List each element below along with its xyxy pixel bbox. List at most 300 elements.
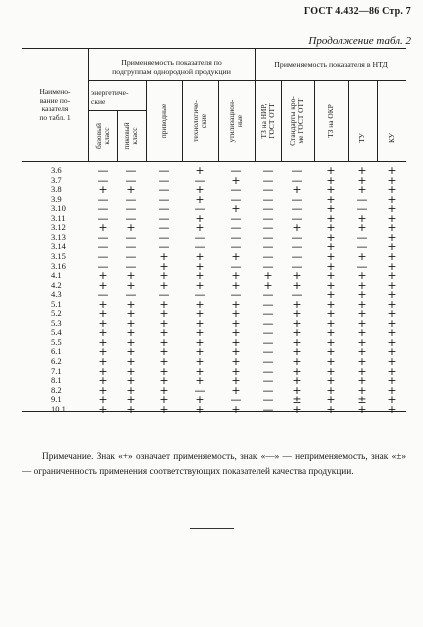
table-cell: +: [126, 221, 136, 235]
table-cell: +: [326, 402, 336, 416]
table-cell: —: [158, 164, 170, 177]
table-cell: +: [387, 249, 397, 263]
table-cell: +: [292, 345, 302, 359]
table-cell: +: [357, 316, 367, 330]
page-header: ГОСТ 4.432—86 Стр. 7: [303, 6, 411, 17]
row-label: 5.3: [51, 317, 62, 328]
table-cell: —: [262, 183, 274, 197]
table-cell: +: [387, 183, 397, 197]
table-cell: +: [326, 307, 336, 321]
table-cell: +: [231, 345, 241, 359]
table-cell: —: [262, 259, 274, 273]
table-cell: +: [126, 307, 136, 321]
table-cell: +: [387, 278, 397, 292]
table-cell: —: [97, 230, 109, 244]
table-cell: —: [97, 192, 109, 206]
table-cell: +: [357, 211, 367, 225]
table-cell: +: [231, 383, 241, 397]
table-cell: +: [326, 183, 336, 197]
row-label: 3.14: [51, 241, 66, 252]
table-cell: +: [98, 183, 108, 197]
table-cell: —: [194, 173, 206, 187]
table-cell: +: [98, 383, 108, 397]
table-cell: +: [387, 297, 397, 311]
table-cell: +: [195, 374, 205, 388]
note-paragraph: Примечание. Знак «+» означает применяемость, знак «—» — неприменяемость, знак «±» — ограниченность применения соответствующих показателей качества продукции.: [22, 452, 406, 477]
col-header-tech: технологиче- ские: [191, 100, 208, 142]
table-cell: +: [326, 211, 336, 225]
table-continuation-label: Продолжение табл. 2: [308, 35, 411, 47]
table-cell: +: [231, 249, 241, 263]
col-header-util: утилизацион- ные: [227, 99, 244, 143]
table-cell: +: [159, 269, 169, 283]
table-cell: —: [194, 383, 206, 397]
table-cell: —: [194, 288, 206, 302]
table-cell: +: [357, 183, 367, 197]
table-cell: —: [262, 393, 274, 407]
table-cell: —: [262, 192, 274, 206]
table-cell: —: [97, 240, 109, 254]
table-cell: +: [357, 221, 367, 235]
table-cell: —: [158, 288, 170, 302]
table-cell: +: [98, 345, 108, 359]
table-cell: —: [291, 192, 303, 206]
table-cell: +: [195, 335, 205, 349]
table-cell: +: [326, 240, 336, 254]
table-cell: ±: [357, 393, 367, 407]
table-cell: +: [357, 173, 367, 187]
table-cell: +: [357, 307, 367, 321]
table-cell: +: [126, 364, 136, 378]
row-label: 5.1: [51, 298, 62, 309]
table-cell: —: [125, 192, 137, 206]
table-cell: +: [98, 297, 108, 311]
table-cell: +: [231, 374, 241, 388]
table-cell: —: [230, 259, 242, 273]
row-label: 5.4: [51, 327, 62, 338]
col-divider: [348, 80, 349, 161]
row-label: 7.1: [51, 365, 62, 376]
table-cell: —: [262, 288, 274, 302]
table-cell: —: [262, 364, 274, 378]
table-cell: +: [98, 364, 108, 378]
table-cell: +: [357, 278, 367, 292]
row-label: 6.2: [51, 356, 62, 366]
table-cell: +: [292, 221, 302, 235]
row-label: 9.1: [51, 394, 62, 405]
table-cell: +: [387, 202, 397, 216]
stub-header: Наимено- вание по- казателя по табл. 1: [39, 87, 71, 122]
table-cell: +: [126, 316, 136, 330]
table-cell: —: [230, 240, 242, 254]
table-cell: —: [125, 211, 137, 225]
table-cell: +: [231, 402, 241, 416]
table-cell: —: [97, 259, 109, 273]
table-cell: +: [195, 364, 205, 378]
group1-header: Применяемость показателя по подгруппам однородной продукции: [112, 58, 231, 76]
table-cell: +: [231, 278, 241, 292]
table-cell: +: [263, 278, 273, 292]
table-cell: —: [262, 202, 274, 216]
table-cell: +: [326, 202, 336, 216]
group-divider: [255, 48, 256, 161]
table-cell: —: [356, 192, 368, 206]
table-cell: —: [230, 192, 242, 206]
table-cell: —: [291, 288, 303, 302]
table-cell: —: [97, 249, 109, 263]
table-cell: —: [97, 288, 109, 302]
table-cell: —: [230, 183, 242, 197]
table-cell: +: [98, 316, 108, 330]
col-header-standards: Стандарты кро- ме ГОСТ ОТТ: [288, 96, 305, 146]
table-cell: +: [126, 383, 136, 397]
table-cell: —: [230, 230, 242, 244]
header-bottom-rule: [22, 161, 406, 162]
table-cell: +: [126, 345, 136, 359]
col-divider: [314, 80, 315, 161]
table-cell: +: [159, 355, 169, 368]
table-cell: +: [357, 269, 367, 283]
row-label: 3.11: [51, 212, 66, 223]
table-cell: —: [158, 221, 170, 235]
table-cell: —: [262, 211, 274, 225]
separator-rule: [190, 528, 234, 529]
table-cell: +: [387, 355, 397, 368]
table-cell: +: [126, 402, 136, 416]
table-cell: +: [387, 316, 397, 330]
table-cell: +: [159, 345, 169, 359]
table-cell: —: [262, 230, 274, 244]
table-cell: +: [292, 374, 302, 388]
table-cell: +: [326, 335, 336, 349]
table-cell: +: [292, 297, 302, 311]
table-cell: +: [357, 249, 367, 263]
table-cell: +: [126, 326, 136, 340]
group1-subrule: [88, 80, 255, 81]
table-cell: +: [231, 316, 241, 330]
table-cell: +: [357, 164, 367, 177]
table-cell: +: [357, 374, 367, 388]
table-cell: —: [262, 326, 274, 340]
table-cell: +: [326, 259, 336, 273]
col-divider: [218, 80, 219, 161]
table-cell: +: [159, 297, 169, 311]
table-cell: —: [262, 249, 274, 263]
table-cell: +: [195, 355, 205, 368]
table-cell: +: [292, 364, 302, 378]
table-cell: —: [291, 173, 303, 187]
table-cell: +: [195, 183, 205, 197]
row-label: 3.15: [51, 250, 66, 261]
table-cell: +: [195, 192, 205, 206]
table-cell: —: [97, 164, 109, 177]
table-cell: —: [194, 230, 206, 244]
table-cell: +: [195, 316, 205, 330]
row-label: 3.13: [51, 231, 66, 242]
row-label: 3.12: [51, 222, 66, 233]
table-cell: +: [159, 307, 169, 321]
table-cell: —: [262, 335, 274, 349]
table-cell: —: [125, 288, 137, 302]
table-cell: +: [387, 364, 397, 378]
table-cell: —: [262, 173, 274, 187]
table-cell: +: [357, 288, 367, 302]
table-cell: +: [98, 402, 108, 416]
table-cell: +: [357, 402, 367, 416]
table-cell: +: [159, 249, 169, 263]
table-cell: —: [262, 164, 274, 177]
col-divider: [182, 80, 183, 161]
table-cell: —: [262, 355, 274, 368]
table-cell: —: [262, 383, 274, 397]
row-label: 3.8: [51, 184, 62, 195]
table-cell: +: [195, 278, 205, 292]
row-label: 3.10: [51, 203, 66, 214]
table-cell: —: [194, 202, 206, 216]
col-divider: [117, 110, 118, 161]
table-cell: —: [291, 249, 303, 263]
table-cell: +: [98, 307, 108, 321]
table-cell: —: [262, 221, 274, 235]
table-cell: +: [357, 364, 367, 378]
col-header-drive: приводные: [159, 103, 168, 139]
table-cell: +: [357, 355, 367, 368]
table-cell: +: [357, 297, 367, 311]
table-cell: +: [292, 383, 302, 397]
table-cell: +: [292, 307, 302, 321]
table-cell: +: [357, 345, 367, 359]
table-cell: +: [159, 364, 169, 378]
table-cell: —: [97, 202, 109, 216]
table-cell: +: [159, 374, 169, 388]
table-cell: +: [326, 316, 336, 330]
table-cell: +: [387, 402, 397, 416]
table-cell: —: [125, 173, 137, 187]
table-cell: +: [126, 278, 136, 292]
table-cell: —: [97, 211, 109, 225]
table-cell: +: [98, 355, 108, 368]
table-cell: +: [231, 326, 241, 340]
table-cell: +: [292, 278, 302, 292]
table-cell: —: [291, 164, 303, 177]
table-cell: +: [326, 192, 336, 206]
energ-header: энергетиче- ские: [91, 88, 129, 106]
table-cell: +: [231, 269, 241, 283]
row-label: 5.5: [51, 336, 62, 347]
table-cell: +: [98, 335, 108, 349]
table-cell: +: [231, 173, 241, 187]
table-cell: +: [326, 278, 336, 292]
table-cell: +: [98, 278, 108, 292]
table-cell: +: [292, 326, 302, 340]
table-cell: +: [98, 326, 108, 340]
table-cell: —: [125, 230, 137, 244]
row-label: 8.2: [51, 384, 62, 395]
table-cell: —: [125, 240, 137, 254]
table-cell: +: [387, 240, 397, 254]
col-header-ku: КУ: [387, 132, 396, 144]
table-cell: —: [356, 259, 368, 273]
table-cell: +: [195, 345, 205, 359]
table-cell: +: [98, 221, 108, 235]
table-cell: ±: [292, 393, 302, 407]
table-cell: —: [158, 173, 170, 187]
table-cell: +: [326, 269, 336, 283]
table-cell: +: [326, 230, 336, 244]
col-header-tz-nir: ТЗ на НИР, ГОСТ ОТТ: [259, 103, 276, 139]
table-cell: —: [262, 240, 274, 254]
col-header-base: базовый класс: [94, 122, 111, 150]
table-cell: +: [231, 355, 241, 368]
table-cell: +: [126, 269, 136, 283]
table-cell: +: [326, 345, 336, 359]
table-cell: +: [326, 355, 336, 368]
table-cell: —: [262, 316, 274, 330]
row-label: 10.1: [51, 403, 66, 414]
table-cell: +: [387, 173, 397, 187]
table-cell: +: [357, 335, 367, 349]
table-cell: +: [159, 316, 169, 330]
table-cell: +: [195, 307, 205, 321]
row-label: 3.6: [51, 165, 62, 175]
table-cell: —: [356, 202, 368, 216]
group2-header: Применяемость показателя в НТД: [274, 60, 388, 69]
table-cell: —: [291, 230, 303, 244]
table-cell: +: [195, 326, 205, 340]
col-header-tz-okr: ТЗ на ОКР: [326, 104, 335, 138]
table-cell: +: [159, 383, 169, 397]
table-cell: +: [326, 164, 336, 177]
table-cell: —: [291, 259, 303, 273]
table-cell: —: [158, 211, 170, 225]
table-cell: —: [125, 164, 137, 177]
table-cell: +: [357, 383, 367, 397]
table-cell: +: [387, 307, 397, 321]
table-cell: +: [98, 393, 108, 407]
table-cell: +: [387, 164, 397, 177]
table-cell: +: [387, 383, 397, 397]
table-cell: —: [262, 374, 274, 388]
table-cell: +: [387, 269, 397, 283]
table-cell: +: [195, 402, 205, 416]
table-cell: —: [125, 202, 137, 216]
stub-divider: [88, 48, 89, 161]
col-divider: [281, 80, 282, 161]
row-label: 8.1: [51, 375, 62, 386]
table-cell: —: [230, 288, 242, 302]
table-cell: +: [126, 183, 136, 197]
table-cell: +: [326, 374, 336, 388]
table-cell: +: [195, 221, 205, 235]
table-cell: —: [158, 202, 170, 216]
table-cell: +: [159, 278, 169, 292]
table-cell: —: [356, 230, 368, 244]
table-cell: +: [387, 345, 397, 359]
table-cell: +: [159, 393, 169, 407]
table-cell: +: [195, 297, 205, 311]
table-cell: —: [230, 164, 242, 177]
table-cell: +: [159, 259, 169, 273]
table-cell: —: [125, 259, 137, 273]
table-cell: +: [292, 335, 302, 349]
table-cell: +: [387, 192, 397, 206]
row-label: 6.1: [51, 346, 62, 357]
table-cell: —: [230, 221, 242, 235]
table-cell: —: [158, 240, 170, 254]
table-cell: —: [262, 307, 274, 321]
table-cell: +: [126, 393, 136, 407]
row-label: 4.3: [51, 289, 62, 300]
col-header-tu: ТУ: [357, 133, 366, 143]
row-label: 3.9: [51, 193, 62, 204]
row-label: 3.16: [51, 260, 66, 271]
table-cell: +: [292, 355, 302, 368]
col-header-peak: пиковый класс: [122, 122, 139, 150]
table-cell: +: [292, 316, 302, 330]
table-cell: +: [387, 259, 397, 273]
table-cell: +: [159, 326, 169, 340]
table-cell: +: [292, 183, 302, 197]
group2-subrule: [255, 80, 406, 81]
row-label: 5.2: [51, 308, 62, 319]
table-cell: +: [195, 393, 205, 407]
table-top-rule: [22, 48, 406, 49]
table-cell: —: [158, 183, 170, 197]
table-cell: +: [231, 307, 241, 321]
table-cell: +: [357, 326, 367, 340]
table-cell: +: [326, 393, 336, 407]
table-cell: —: [158, 230, 170, 244]
table-cell: +: [195, 249, 205, 263]
row-label: 3.7: [51, 174, 62, 185]
table-cell: +: [231, 364, 241, 378]
row-label: 4.1: [51, 270, 62, 281]
table-cell: +: [326, 221, 336, 235]
table-cell: +: [387, 221, 397, 235]
table-cell: +: [387, 335, 397, 349]
table-cell: +: [387, 374, 397, 388]
table-cell: +: [387, 211, 397, 225]
row-label: 4.2: [51, 279, 62, 290]
table-cell: +: [326, 288, 336, 302]
table-cell: +: [387, 393, 397, 407]
table-cell: +: [292, 269, 302, 283]
table-cell: +: [387, 288, 397, 302]
table-cell: +: [98, 269, 108, 283]
table-cell: +: [195, 164, 205, 177]
table-cell: +: [292, 402, 302, 416]
table-cell: —: [262, 402, 274, 416]
table-cell: —: [125, 249, 137, 263]
table-cell: +: [326, 364, 336, 378]
table-cell: +: [326, 249, 336, 263]
table-cell: +: [326, 297, 336, 311]
table-cell: +: [326, 383, 336, 397]
table-cell: —: [262, 297, 274, 311]
table-cell: +: [126, 374, 136, 388]
table-cell: +: [126, 297, 136, 311]
table-cell: +: [231, 297, 241, 311]
table-cell: +: [159, 402, 169, 416]
table-cell: —: [291, 202, 303, 216]
table-cell: +: [195, 269, 205, 283]
col-divider: [377, 80, 378, 161]
table-cell: —: [356, 240, 368, 254]
table-cell: +: [231, 335, 241, 349]
table-cell: +: [387, 230, 397, 244]
table-cell: —: [230, 393, 242, 407]
table-cell: +: [159, 335, 169, 349]
